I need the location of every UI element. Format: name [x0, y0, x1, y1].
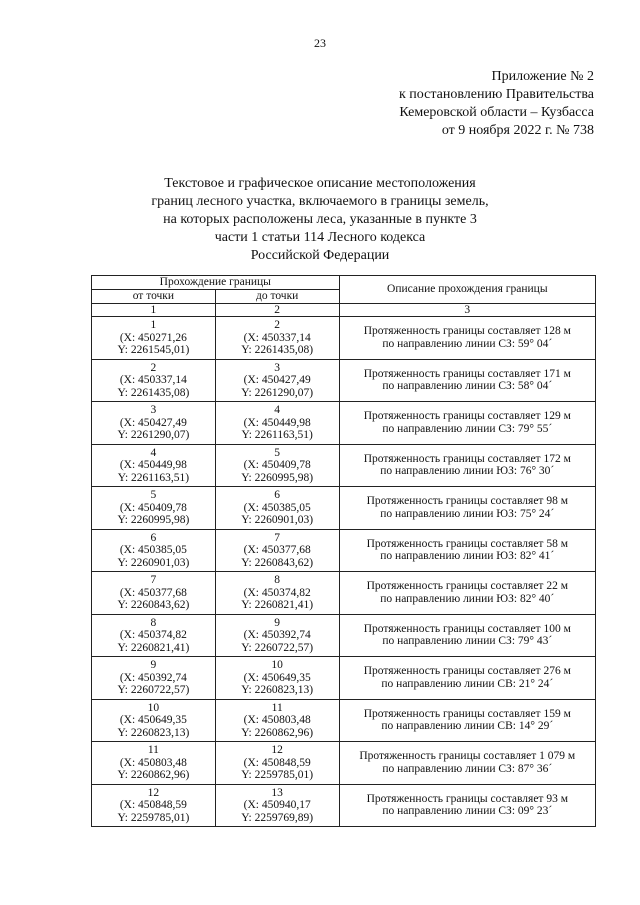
- header-from-point: от точки: [92, 290, 216, 304]
- boundary-table: [91, 275, 596, 827]
- description-line: Протяженность границы составляет 128 м: [363, 325, 571, 338]
- point-x-coordinate: (X: 450848,59: [243, 756, 311, 769]
- description-line: Протяженность границы составляет 22 м: [366, 580, 568, 593]
- point-number: 6: [150, 531, 157, 544]
- table-row: [92, 614, 596, 657]
- point-number: 11: [271, 701, 283, 714]
- point-number: 12: [147, 786, 160, 799]
- column-number: 3: [339, 303, 595, 317]
- description-line: по направлению линии СЗ: 58° 04´: [382, 380, 553, 393]
- point-x-coordinate: (X: 450449,98: [119, 459, 187, 471]
- point-number: 9: [150, 659, 157, 671]
- point-y-coordinate: Y: 2260823,13): [241, 684, 314, 696]
- table-row: [92, 784, 596, 827]
- description-cell: [339, 784, 595, 827]
- to-point-cell: [215, 784, 339, 827]
- table-row: [92, 402, 596, 445]
- point-y-coordinate: Y: 2261435,08): [117, 386, 190, 399]
- description-cell: [339, 614, 595, 657]
- description-line: по направлению линии СЗ: 09° 23´: [382, 805, 553, 818]
- to-point-cell: [215, 614, 339, 657]
- point-x-coordinate: (X: 450385,05: [243, 501, 311, 514]
- table-row: [92, 657, 596, 700]
- description-line: Протяженность границы составляет 1 079 м: [359, 750, 576, 763]
- point-y-coordinate: Y: 2260901,03): [117, 556, 190, 569]
- page-number: 23: [314, 36, 326, 50]
- point-number: 6: [274, 489, 281, 501]
- description-line: по направлению линии ЮЗ: 76° 30´: [380, 465, 555, 478]
- point-x-coordinate: (X: 450803,48: [119, 756, 187, 769]
- to-point-cell: [215, 657, 339, 700]
- from-point-cell: [92, 529, 216, 572]
- title-line: на которых расположены леса, указанные в пункте 3: [163, 212, 477, 227]
- description-cell: [339, 572, 595, 615]
- point-y-coordinate: Y: 2260862,96): [117, 769, 190, 781]
- to-point-cell: [215, 402, 339, 445]
- description-line: Протяженность границы составляет 172 м: [363, 452, 571, 465]
- point-number: 8: [150, 616, 157, 629]
- point-number: 9: [274, 616, 281, 629]
- table-body: [92, 317, 596, 827]
- point-y-coordinate: Y: 2260995,98): [241, 471, 314, 484]
- point-number: 5: [274, 446, 281, 459]
- point-x-coordinate: (X: 450337,14: [119, 374, 187, 386]
- from-point-cell: [92, 402, 216, 445]
- point-x-coordinate: (X: 450377,68: [243, 544, 311, 556]
- point-y-coordinate: Y: 2260843,62): [241, 556, 314, 569]
- to-point-cell: [215, 572, 339, 615]
- title-line: части 1 статьи 114 Лесного кодекса: [214, 230, 426, 245]
- description-line: Протяженность границы составляет 100 м: [363, 622, 571, 635]
- description-line: Протяженность границы составляет 159 м: [363, 707, 571, 720]
- point-y-coordinate: Y: 2260995,98): [117, 514, 190, 526]
- table-row: [92, 359, 596, 402]
- table-row: [92, 529, 596, 572]
- point-y-coordinate: Y: 2260823,13): [117, 726, 190, 739]
- column-number: 2: [215, 303, 339, 317]
- point-y-coordinate: Y: 2260722,57): [117, 684, 190, 696]
- point-y-coordinate: Y: 2261290,07): [117, 429, 190, 441]
- appendix-line: Кемеровской области – Кузбасса: [399, 105, 594, 120]
- point-x-coordinate: (X: 450449,98: [243, 416, 311, 429]
- description-line: по направлению линии СВ: 14° 29´: [381, 720, 554, 733]
- description-line: по направлению линии СЗ: 79° 55´: [382, 422, 553, 435]
- description-line: Протяженность границы составляет 93 м: [366, 792, 568, 805]
- point-x-coordinate: (X: 450649,35: [243, 671, 311, 684]
- point-number: 2: [274, 319, 281, 331]
- point-x-coordinate: (X: 450649,35: [119, 714, 187, 726]
- to-point-cell: [215, 359, 339, 402]
- header-description: Описание прохождения границы: [339, 276, 595, 304]
- description-cell: [339, 742, 595, 785]
- table-row: [92, 317, 596, 360]
- point-y-coordinate: Y: 2260722,57): [241, 641, 314, 654]
- point-y-coordinate: Y: 2260862,96): [241, 726, 314, 739]
- from-point-cell: [92, 487, 216, 530]
- description-line: по направлению линии ЮЗ: 75° 24´: [380, 507, 555, 520]
- description-cell: [339, 444, 595, 487]
- table-row: [92, 444, 596, 487]
- point-y-coordinate: Y: 2260821,41): [241, 599, 314, 611]
- description-line: Протяженность границы составляет 129 м: [363, 410, 571, 423]
- appendix-line: к постановлению Правительства: [398, 87, 594, 102]
- description-cell: [339, 529, 595, 572]
- point-number: 10: [147, 701, 160, 714]
- description-line: по направлению линии СЗ: 59° 04´: [382, 337, 553, 350]
- point-x-coordinate: (X: 450385,05: [119, 544, 187, 556]
- point-x-coordinate: (X: 450409,78: [243, 459, 311, 471]
- point-x-coordinate: (X: 450940,17: [243, 799, 311, 811]
- point-y-coordinate: Y: 2259769,89): [241, 811, 314, 824]
- title-line: границ лесного участка, включаемого в границы земель,: [151, 194, 489, 209]
- point-y-coordinate: Y: 2260821,41): [117, 641, 190, 654]
- point-number: 2: [150, 361, 157, 374]
- table-row: [92, 487, 596, 530]
- table-row: [92, 742, 596, 785]
- point-x-coordinate: (X: 450848,59: [119, 799, 187, 811]
- title-line: Российской Федерации: [250, 248, 390, 263]
- point-number: 12: [271, 744, 283, 756]
- description-line: по направлению линии СЗ: 79° 43´: [382, 635, 553, 648]
- point-x-coordinate: (X: 450374,82: [243, 586, 311, 599]
- header-boundary-passage: Прохождение границы: [92, 276, 340, 290]
- appendix-block: [399, 68, 594, 140]
- table-row: [92, 572, 596, 615]
- to-point-cell: [215, 317, 339, 360]
- from-point-cell: [92, 657, 216, 700]
- description-cell: [339, 359, 595, 402]
- appendix-line: Приложение № 2: [491, 69, 594, 84]
- description-cell: [339, 317, 595, 360]
- point-number: 11: [147, 744, 159, 756]
- description-line: Протяженность границы составляет 98 м: [366, 495, 568, 508]
- description-line: Протяженность границы составляет 58 м: [366, 537, 568, 550]
- description-line: по направлению линии ЮЗ: 82° 40´: [380, 592, 555, 605]
- point-number: 7: [274, 531, 281, 544]
- document-title: [100, 175, 540, 265]
- point-x-coordinate: (X: 450427,49: [243, 374, 311, 386]
- point-x-coordinate: (X: 450803,48: [243, 714, 311, 726]
- point-number: 10: [271, 659, 283, 671]
- point-number: 4: [150, 446, 157, 459]
- point-number: 3: [150, 404, 157, 416]
- to-point-cell: [215, 487, 339, 530]
- point-number: 4: [274, 404, 281, 416]
- from-point-cell: [92, 572, 216, 615]
- point-y-coordinate: Y: 2260843,62): [117, 599, 190, 611]
- point-y-coordinate: Y: 2259785,01): [117, 811, 190, 824]
- description-line: по направлению линии СВ: 21° 24´: [381, 677, 554, 690]
- point-x-coordinate: (X: 450409,78: [119, 501, 187, 514]
- point-x-coordinate: (X: 450271,26: [119, 331, 187, 344]
- point-x-coordinate: (X: 450377,68: [119, 586, 187, 599]
- from-point-cell: [92, 317, 216, 360]
- point-y-coordinate: Y: 2261545,01): [117, 344, 190, 356]
- point-y-coordinate: Y: 2261290,07): [241, 386, 314, 399]
- point-y-coordinate: Y: 2259785,01): [241, 769, 314, 781]
- header-to-point: до точки: [215, 290, 339, 304]
- point-x-coordinate: (X: 450392,74: [243, 629, 311, 641]
- to-point-cell: [215, 699, 339, 742]
- to-point-cell: [215, 742, 339, 785]
- point-number: 3: [274, 361, 281, 374]
- description-cell: [339, 699, 595, 742]
- description-line: Протяженность границы составляет 171 м: [363, 367, 571, 380]
- point-y-coordinate: Y: 2260901,03): [241, 514, 314, 526]
- point-y-coordinate: Y: 2261163,51): [241, 429, 313, 441]
- point-y-coordinate: Y: 2261435,08): [241, 344, 314, 356]
- point-number: 1: [150, 319, 157, 331]
- description-line: по направлению линии СЗ: 87° 36´: [382, 762, 553, 775]
- title-line: Текстовое и графическое описание местоположения: [164, 176, 476, 191]
- description-cell: [339, 487, 595, 530]
- description-line: Протяженность границы составляет 276 м: [363, 665, 571, 678]
- description-cell: [339, 657, 595, 700]
- point-x-coordinate: (X: 450374,82: [119, 629, 187, 641]
- from-point-cell: [92, 444, 216, 487]
- point-number: 8: [274, 574, 281, 586]
- point-number: 13: [271, 786, 283, 799]
- table-row: [92, 699, 596, 742]
- column-number: 1: [92, 303, 216, 317]
- point-x-coordinate: (X: 450337,14: [243, 331, 311, 344]
- to-point-cell: [215, 444, 339, 487]
- point-x-coordinate: (X: 450392,74: [119, 671, 187, 684]
- from-point-cell: [92, 359, 216, 402]
- from-point-cell: [92, 614, 216, 657]
- point-x-coordinate: (X: 450427,49: [119, 416, 187, 429]
- description-cell: [339, 402, 595, 445]
- from-point-cell: [92, 784, 216, 827]
- point-number: 7: [150, 574, 157, 586]
- to-point-cell: [215, 529, 339, 572]
- from-point-cell: [92, 742, 216, 785]
- point-number: 5: [150, 489, 157, 501]
- description-line: по направлению линии ЮЗ: 82° 41´: [380, 550, 555, 563]
- appendix-line: от 9 ноября 2022 г. № 738: [441, 123, 594, 138]
- point-y-coordinate: Y: 2261163,51): [117, 471, 190, 484]
- from-point-cell: [92, 699, 216, 742]
